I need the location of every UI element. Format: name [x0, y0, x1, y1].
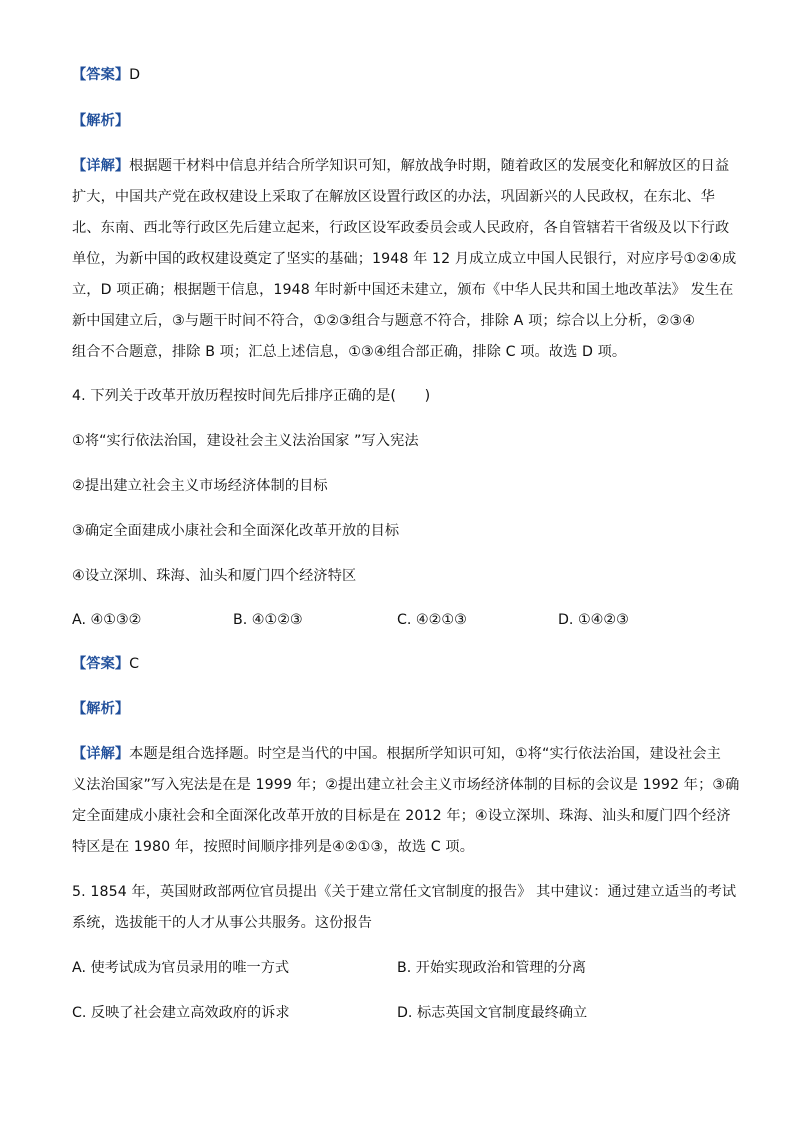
answer-value: D: [129, 67, 141, 83]
q4-option-c[interactable]: C. ④②①③: [397, 612, 467, 628]
q4-detail-line: [72, 744, 724, 764]
analysis-tag: 【解析】: [72, 113, 130, 129]
q4-answer-line: [72, 654, 724, 674]
q4-option-b[interactable]: B. ④①②③: [233, 612, 303, 628]
answer-tag: 【答案】: [72, 67, 130, 83]
analysis-tag: 【解析】: [72, 701, 130, 717]
q3-detail-line: 北、东南、西北等行政区先后建立起来，行政区设军政委员会或人民政府，各自管辖若干省级及以下行政: [72, 220, 730, 236]
q5-stem-line: 5. 1854 年，英国财政部两位官员提出《关于建立常任文官制度的报告》 其中建议：通过建立适当的考试: [72, 884, 737, 900]
detail-tag: 【详解】: [72, 746, 130, 762]
q3-detail-line: 单位，为新中国的政权建设奠定了坚实的基础；1948 年 12 月成立成立中国人民银行，对应序号①②④成: [72, 251, 737, 267]
q5-option-b[interactable]: B. 开始实现政治和管理的分离: [397, 960, 587, 976]
q4-detail-line: 定全面建成小康社会和全面深化改革开放的目标是在 2012 年；④设立深圳、珠海、汕头和厦门四个经济: [72, 808, 731, 824]
q5-stem-line: 系统，选拔能干的人才从事公共服务。这份报告: [72, 915, 373, 931]
q3-analysis-line: [72, 111, 724, 131]
q5-options-row: [72, 958, 724, 978]
q5-options-row: [72, 1003, 724, 1023]
answer-tag: 【答案】: [72, 656, 130, 672]
q3-detail-line: [72, 156, 730, 176]
q4-detail-line: 特区是在 1980 年，按照时间顺序排列是④②①③，故选 C 项。: [72, 839, 474, 855]
q3-answer-line: [72, 65, 724, 85]
q4-item: ①将“实行依法治国，建设社会主义法治国家 ”写入宪法: [72, 433, 419, 449]
q4-option-d[interactable]: D. ①④②③: [558, 612, 629, 628]
q4-detail-line: 义法治国家”写入宪法是在是 1999 年；②提出建立社会主义市场经济体制的目标的会议是 1992 年；③确: [72, 777, 740, 793]
q4-option-a[interactable]: A. ④①③②: [72, 612, 142, 628]
q3-detail-line: 组合不合题意，排除 B 项；汇总上述信息，①③④组合部正确，排除 C 项。故选 D 项。: [72, 344, 627, 360]
q3-detail-line: 新中国建立后，③与题干时间不符合，①②③组合与题意不符合，排除 A 项；综合以上分析，②③④: [72, 313, 696, 329]
q5-option-a[interactable]: A. 使考试成为官员录用的唯一方式: [72, 960, 290, 976]
detail-tag: 【详解】: [72, 158, 130, 174]
detail-text: 根据题干材料中信息并结合所学知识可知，解放战争时期，随着政区的发展变化和解放区的日益: [129, 158, 730, 174]
q4-analysis-line: [72, 699, 724, 719]
q3-detail-line: 立，D 项正确；根据题干信息，1948 年时新中国还未建立，颁布《中华人民共和国土地改革法》 发生在: [72, 282, 734, 298]
q4-item: ②提出建立社会主义市场经济体制的目标: [72, 478, 328, 494]
detail-text: 本题是组合选择题。时空是当代的中国。根据所学知识可知，①将“实行依法治国，建设社会主: [129, 746, 721, 762]
answer-value: C: [129, 656, 140, 672]
q5-option-c[interactable]: C. 反映了社会建立高效政府的诉求: [72, 1005, 290, 1021]
q4-item: ④设立深圳、珠海、汕头和厦门四个经济特区: [72, 568, 357, 584]
q4-item: ③确定全面建成小康社会和全面深化改革开放的目标: [72, 523, 400, 539]
q4-options-row: [72, 610, 724, 630]
q5-option-d[interactable]: D. 标志英国文官制度最终确立: [397, 1005, 588, 1021]
q3-detail-line: 扩大，中国共产党在政权建设上采取了在解放区设置行政区的办法，巩固新兴的人民政权，在东北、华: [72, 189, 715, 205]
q4-stem: 4. 下列关于改革开放历程按时间先后排序正确的是( ): [72, 388, 431, 404]
